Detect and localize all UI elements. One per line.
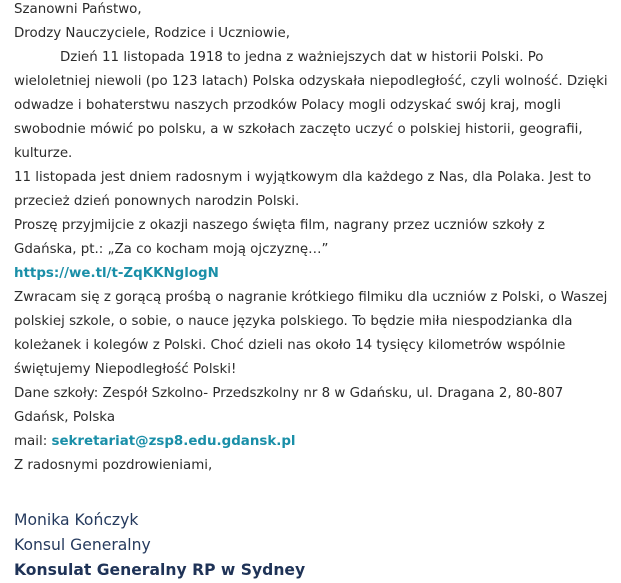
paragraph-history: Dzień 11 listopada 1918 to jedna z ważniejszych dat w historii Polski. Po wieloletniej niewoli (po 123 latach) Polska odzyskała niepodległość, czyli wolność. Dzięki odwadze i bohaterstwu naszych przodków Polacy mogli odzyskać swój kraj, mogli swobodnie mówić po polsku, a w szkołach zaczęto uczyć o polskiej historii, geografii, kulturze. <box>14 50 608 161</box>
closing-line: Z radosnymi pozdrowieniami, <box>14 458 213 473</box>
signature-organization: Konsulat Generalny RP w Sydney <box>14 561 306 579</box>
paragraph-film-intro: Proszę przyjmijcie z okazji naszego święta film, nagrany przez uczniów szkoły z Gdańska, pt.: „Za co kocham moją ojczyznę…” <box>14 218 545 257</box>
greeting-line: Szanowni Państwo, <box>14 2 142 17</box>
mail-line <box>14 430 621 454</box>
film-link[interactable]: https://we.tl/t-ZqKKNglogN <box>14 266 219 281</box>
signature-name: Monika Kończyk <box>14 511 139 529</box>
spacer <box>14 478 621 502</box>
film-link-line <box>14 262 621 286</box>
paragraph-request: Zwracam się z gorącą prośbą o nagranie krótkiego filmiku dla uczniów z Polski, o Waszej polskiej szkole, o sobie, o nauce języka polskiego. To będzie miła niespodzianka dla koleżanek i kolegów z Polski. Choć dzieli nas około 14 tysięcy kilometrów wspólnie świętujemy Niepodległość Polski! <box>14 290 608 377</box>
signature-title: Konsul Generalny <box>14 536 151 554</box>
school-details: Dane szkoły: Zespół Szkolno- Przedszkolny nr 8 w Gdańsku, ul. Dragana 2, 80-807 Gdańsk, Polska <box>14 386 564 425</box>
mail-link[interactable]: sekretariat@zsp8.edu.gdansk.pl <box>51 434 296 449</box>
mail-label: mail: <box>14 434 52 449</box>
greeting-audience: Drodzy Nauczyciele, Rodzice i Uczniowie, <box>14 26 290 41</box>
paragraph-celebration: 11 listopada jest dniem radosnym i wyjątkowym dla każdego z Nas, dla Polaka. Jest to przecież dzień ponownych narodzin Polski. <box>14 170 592 209</box>
